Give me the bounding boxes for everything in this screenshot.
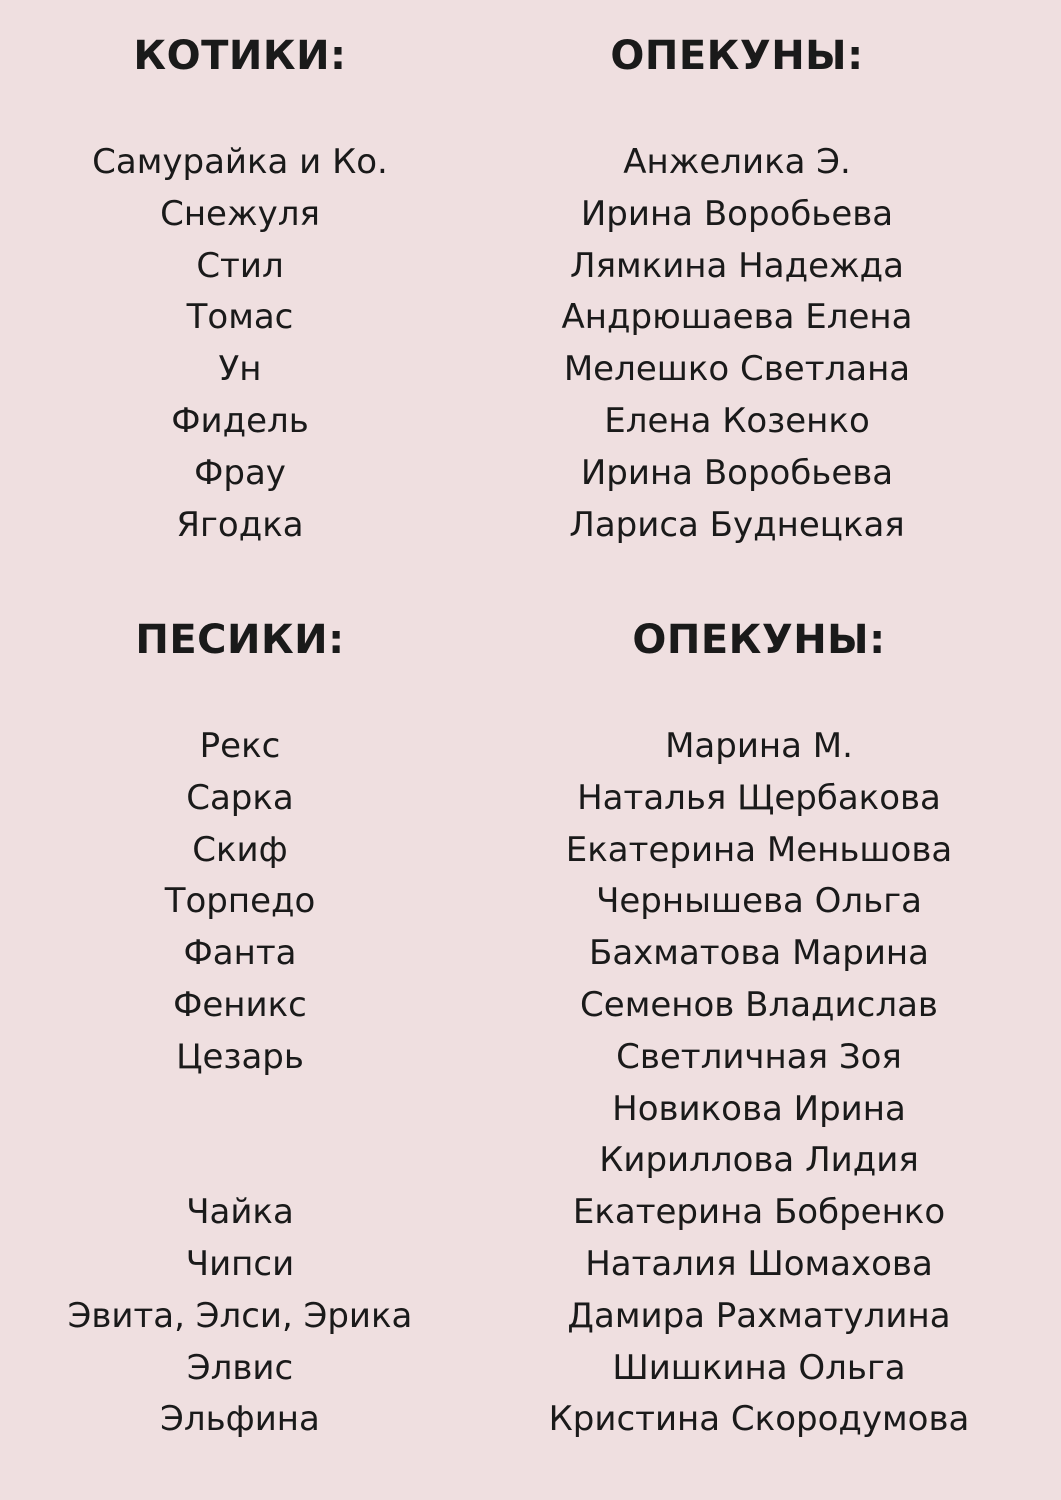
list-item: Чипси <box>185 1243 295 1284</box>
list-item: Торпедо <box>164 881 316 922</box>
list-item: Лямкина Надежда <box>570 245 904 286</box>
list-spacer <box>40 1084 440 1136</box>
list-item: Кристина Скородумова <box>548 1399 970 1440</box>
list-item: Рекс <box>199 726 281 766</box>
list-item: Кириллова Лидия <box>599 1140 919 1181</box>
list-item: Ирина Воробьева <box>580 193 894 234</box>
dogs-guardians-heading: ОПЕКУНЫ: <box>632 617 886 663</box>
list-item: Светличная Зоя <box>616 1036 902 1077</box>
list-item: Ирина Воробьева <box>580 452 894 493</box>
list-item: Лариса Буднецкая <box>569 504 905 545</box>
list-item: Новикова Ирина <box>612 1088 906 1129</box>
list-item: Елена Козенко <box>604 400 870 441</box>
list-item: Ун <box>218 349 262 390</box>
list-item: Эльфина <box>160 1399 320 1440</box>
list-item: Наталья Щербакова <box>577 777 941 818</box>
list-item: Эвита, Элси, Эрика <box>67 1295 413 1336</box>
list-item: Марина М. <box>665 726 853 766</box>
list-item: Самурайка и Ко. <box>92 142 388 182</box>
list-item: Наталия Шомахова <box>585 1243 933 1284</box>
list-item: Фидель <box>171 400 309 441</box>
list-item: Анжелика Э. <box>623 142 851 182</box>
list-item: Мелешко Светлана <box>563 349 911 390</box>
list-item: Томас <box>186 297 294 338</box>
list-item: Ягодка <box>176 504 304 545</box>
cats-names-list <box>40 137 440 551</box>
list-item: Чернышева Ольга <box>596 881 922 922</box>
list-item: Феникс <box>173 984 307 1025</box>
list-item: Элвис <box>186 1347 294 1388</box>
list-item: Сарка <box>186 777 294 818</box>
list-item: Дамира Рахматулина <box>567 1295 951 1336</box>
cats-guardians-list <box>487 137 987 551</box>
list-item: Бахматова Марина <box>589 933 929 974</box>
list-item: Семенов Владислав <box>580 984 938 1025</box>
dogs-names-list <box>40 721 440 1446</box>
dogs-heading: ПЕСИКИ: <box>135 617 345 663</box>
list-item: Екатерина Меньшова <box>565 829 953 870</box>
list-item: Стил <box>196 245 284 286</box>
list-item: Екатерина Бобренко <box>572 1192 946 1233</box>
list-item: Фанта <box>183 933 297 974</box>
list-item: Андрюшаева Елена <box>561 297 913 338</box>
list-item: Шишкина Ольга <box>612 1347 906 1388</box>
list-item: Скиф <box>192 829 288 870</box>
list-item: Чайка <box>186 1192 294 1233</box>
list-item: Фрау <box>194 452 286 493</box>
list-spacer <box>40 1135 440 1187</box>
dogs-guardians-list <box>499 721 1019 1446</box>
list-item: Цезарь <box>176 1036 304 1077</box>
cats-guardians-heading: ОПЕКУНЫ: <box>610 33 864 79</box>
cats-heading: КОТИКИ: <box>133 33 347 79</box>
list-item: Снежуля <box>160 193 320 234</box>
